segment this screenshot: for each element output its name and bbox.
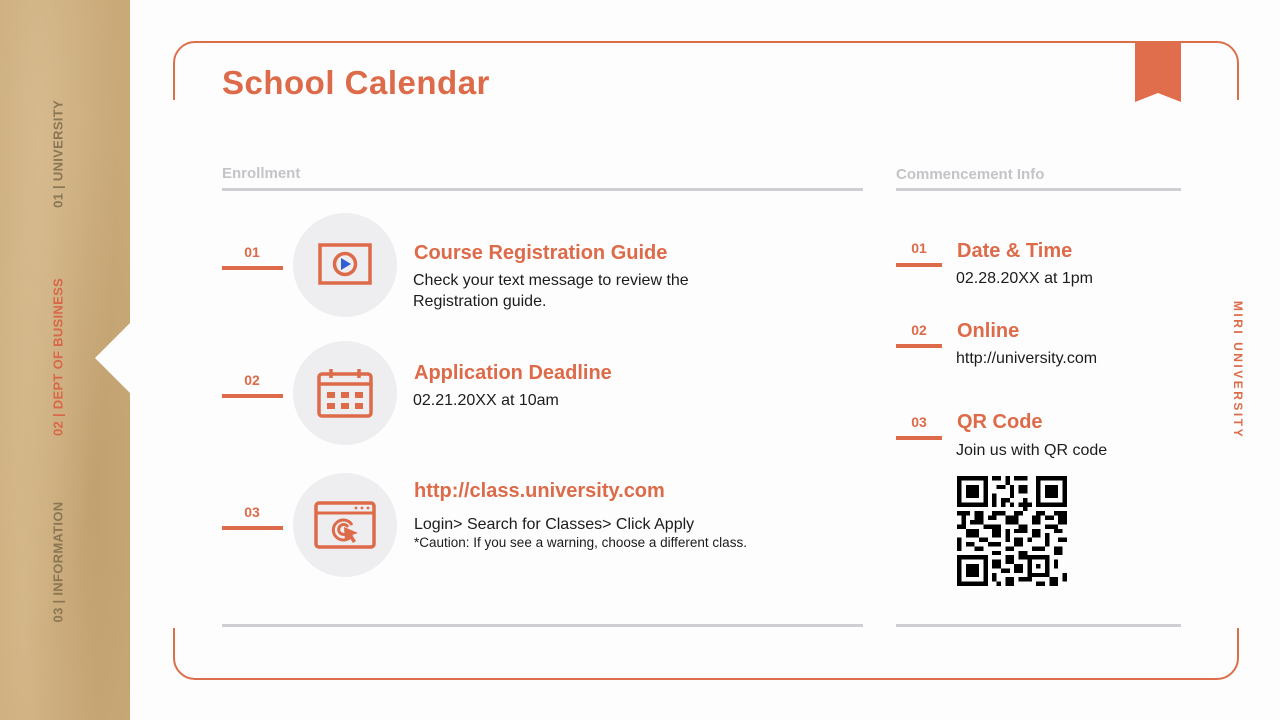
commencement-bottom-rule [896,624,1181,627]
item-title: Application Deadline [414,362,612,384]
online-link[interactable]: http://university.com [956,350,1098,367]
page-title: School Calendar [222,64,490,101]
item-number: 01 [244,244,260,260]
item-text-line1: 02.21.20XX at 10am [413,392,559,409]
sidebar-item-dept-of-business[interactable]: 02 | DEPT OF BUSINESS [50,277,66,437]
enrollment-heading: Enrollment [222,165,301,182]
frame-gap-left [170,100,178,628]
item-title: Date & Time [957,240,1073,262]
item-text-line1: Check your text message to review the [413,272,689,289]
item-title: Course Registration Guide [414,242,668,264]
item-number: 03 [911,414,927,430]
commencement-top-rule [896,188,1181,191]
item-text-line1: Login> Search for Classes> Click Apply [414,516,695,533]
bookmark-icon [1135,42,1181,102]
browser-click-icon [314,501,376,549]
number-underline [222,394,283,398]
caution-note: *Caution: If you see a warning, choose a different class. [414,535,747,550]
enrollment-bottom-rule [222,624,863,627]
active-tab-notch [95,322,131,394]
number-underline [222,526,283,530]
commencement-heading: Commencement Info [896,166,1045,183]
qr-code-icon[interactable] [957,476,1067,586]
enrollment-top-rule [222,188,863,191]
icon-circle [293,213,397,317]
item-text-line2: Registration guide. [413,293,547,310]
sidebar-item-university[interactable]: 01 | UNIVERSITY [50,100,66,208]
item-number: 02 [244,372,260,388]
sidebar-item-information[interactable]: 03 | INFORMATION [50,501,66,623]
number-underline [896,436,942,440]
brand-vertical-label: MIRI UNIVERSITY [1231,300,1245,440]
item-title-link[interactable]: http://class.university.com [414,480,665,502]
video-play-icon [318,243,372,287]
item-title: Online [957,320,1020,342]
number-underline [222,266,283,270]
icon-circle [293,341,397,445]
icon-circle [293,473,397,577]
item-text: 02.28.20XX at 1pm [956,270,1093,287]
item-number: 03 [244,504,260,520]
number-underline [896,344,942,348]
item-title: QR Code [957,411,1043,433]
number-underline [896,263,942,267]
item-number: 02 [911,322,927,338]
item-number: 01 [911,240,927,256]
item-text: Join us with QR code [956,442,1108,459]
calendar-icon [316,367,374,419]
